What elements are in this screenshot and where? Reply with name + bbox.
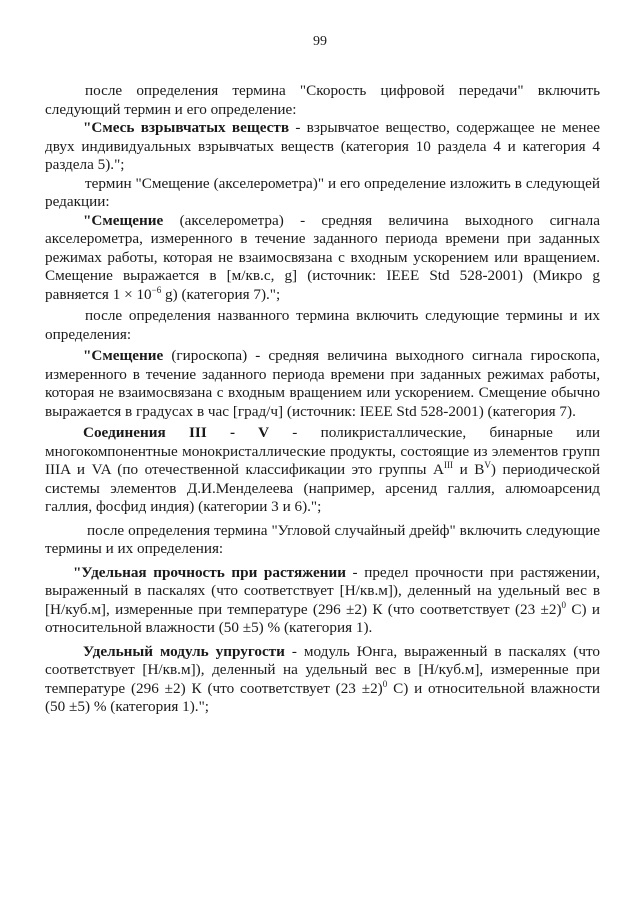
definition-bias-accelerometer-end: g) (категория 7)."; <box>161 285 281 303</box>
term-specific-tensile-strength: "Удельная прочность при растяжении <box>73 563 346 581</box>
term-bias-accelerometer: "Смещение <box>83 211 164 229</box>
definition-explosive-mixture: - взрывчатое вещество, содержащее не менее двух индивидуальных взрывчатых веществ (категория 10 раздела 4 и категория 4 раздела 5)."; <box>45 119 600 173</box>
definition-specific-tensile-strength: - предел прочности при растяжении, выраженный в паскалях (что соответствует [Н/кв.м]), деленный на удельный вес в [Н/куб.м], измеренные при температуре (296 ±2) К (что соответствует (23 ±2) <box>45 563 601 618</box>
paragraph-9 <box>45 564 600 638</box>
document-body <box>45 82 600 717</box>
superscript-degree: 0 <box>382 678 388 689</box>
term-specific-modulus: Удельный модуль упругости <box>83 642 285 660</box>
definition-specific-modulus-end: С) и относительной влажности (50 ±5) % (категория 1)."; <box>45 679 601 715</box>
paragraph-6 <box>45 347 600 421</box>
term-explosive-mixture: "Смесь взрывчатых веществ <box>83 119 290 136</box>
superscript-degree: 0 <box>561 599 567 610</box>
paragraph-4 <box>45 212 600 305</box>
definition-specific-tensile-strength-end: С) и относительной влажности (50 ±5) % (категория 1). <box>45 600 600 636</box>
term-iii-v-compounds: Соединения III - V <box>83 424 270 441</box>
definition-specific-modulus: - модуль Юнга, выраженный в паскалях (что соответствует [Н/кв.м]), деленный на удельный вес в [Н/куб.м], измеренные при температуре (296 ±2) К (что соответствует (23 ±2) <box>45 642 600 697</box>
paragraph-8: после определения термина "Угловой случайный дрейф" включить следующие термины и их определения: <box>45 521 600 557</box>
paragraph-1: после определения термина "Скорость цифровой передачи" включить следующий термин и его определение: <box>45 82 600 118</box>
definition-iii-v-compounds: - поликристаллические, бинарные или многокомпонентные монокристаллические продукты, состоящие из элементов групп IIIA и VA (по отечественной классификации это группы A <box>45 424 600 478</box>
definition-iii-v-compounds-mid: и B <box>453 461 485 478</box>
superscript-v: V <box>484 460 491 470</box>
definition-bias-gyroscope: (гироскопа) - средняя величина выходного сигнала гироскопа, измеренного в течение заданного периода времени при заданных режимах работы, которая не взаимосвязана с входным вращением или ускорением. Смещение обычно выражается в градусах в час [град/ч] (источник: IEEE Std 528-2001) (категория 7). <box>45 347 600 420</box>
page-number: 99 <box>313 34 327 49</box>
paragraph-7 <box>45 424 600 517</box>
definition-iii-v-compounds-end: ) периодической системы элементов Д.И.Менделеева (например, арсенид галлия, алюмоарсенид галлия, фосфид индия) (категории 3 и 6)."; <box>45 461 600 515</box>
exponent: −6 <box>151 284 162 295</box>
paragraph-5: после определения названного термина включить следующие термины и их определения: <box>45 307 600 343</box>
superscript-iii: III <box>444 460 454 470</box>
definition-bias-accelerometer: (акселерометра) - средняя величина выходного сигнала акселерометра, измеренного в течение заданного периода времени при заданных режимах работы, которая не взаимосвязана с входным ускорением или вращением. Смещение выражается в [м/кв.с, g] (источник: IEEE Std 528-2001) (Микро g равняется 1 × 10 <box>45 211 600 303</box>
paragraph-10 <box>45 643 600 717</box>
term-bias-gyroscope: "Смещение <box>83 347 164 364</box>
paragraph-3: термин "Смещение (акселерометра)" и его определение изложить в следующей редакции: <box>45 174 600 210</box>
paragraph-2 <box>45 119 600 175</box>
